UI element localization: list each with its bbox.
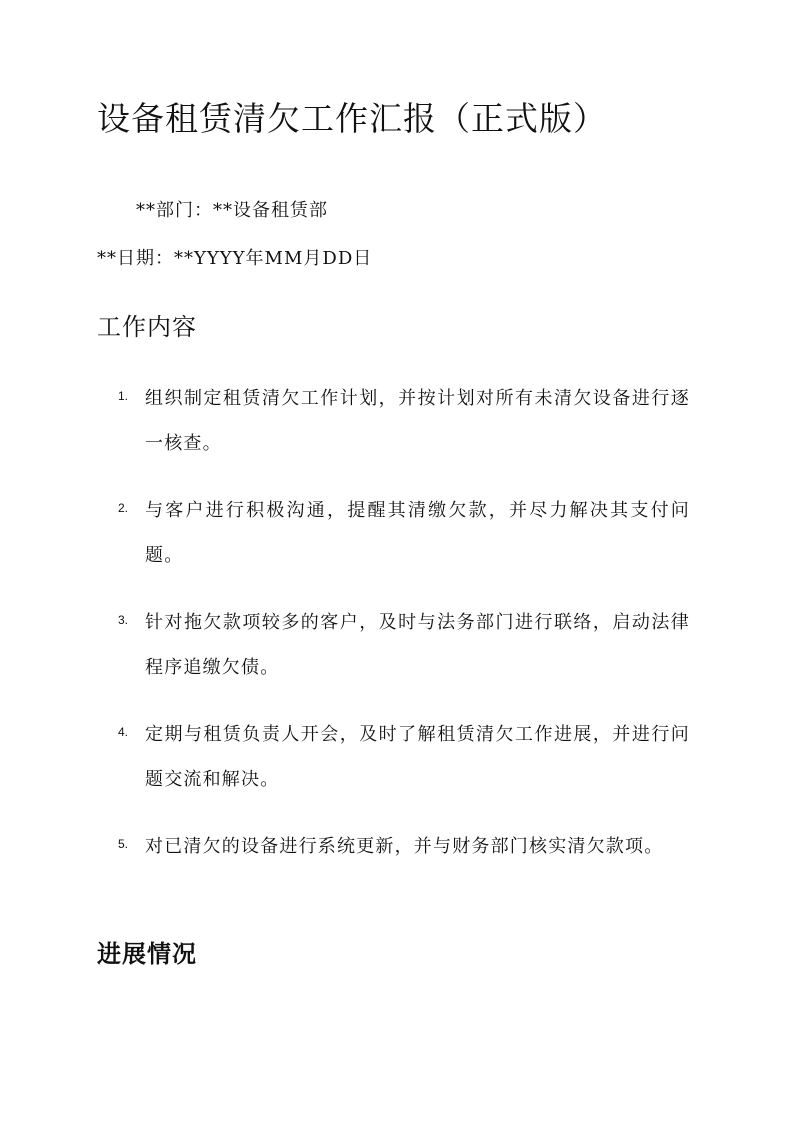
list-item-number: 1. bbox=[118, 389, 129, 403]
list-item-text: 组织制定租赁清欠工作计划，并按计划对所有未清欠设备进行逐一核查。 bbox=[145, 388, 690, 454]
list-item-text: 与客户进行积极沟通，提醒其清缴欠款，并尽力解决其支付问题。 bbox=[145, 500, 690, 566]
list-item bbox=[0, 480, 800, 592]
list-item-number: 3. bbox=[118, 613, 129, 627]
list-item-number: 4. bbox=[118, 725, 129, 739]
list-item-number: 2. bbox=[118, 501, 129, 515]
list-item-text: 定期与租赁负责人开会，及时了解租赁清欠工作进展，并进行问题交流和解决。 bbox=[145, 724, 690, 790]
list-item bbox=[0, 704, 800, 816]
list-item bbox=[0, 368, 800, 480]
list-item bbox=[0, 592, 800, 704]
list-item-number: 5. bbox=[118, 837, 129, 851]
department-line: **部门：**设备租赁部 bbox=[136, 200, 328, 221]
list-item bbox=[0, 816, 800, 928]
date-line: **日期：**YYYY年MM月DD日 bbox=[97, 248, 373, 269]
document-title: 设备租赁清欠工作汇报（正式版） bbox=[97, 99, 607, 138]
list-item-text: 针对拖欠款项较多的客户，及时与法务部门进行联络，启动法律程序追缴欠债。 bbox=[145, 612, 690, 678]
list-item-text: 对已清欠的设备进行系统更新，并与财务部门核实清欠款项。 bbox=[145, 836, 664, 857]
progress-heading: 进展情况 bbox=[97, 939, 197, 968]
work-content-list bbox=[0, 368, 800, 928]
work-content-heading: 工作内容 bbox=[97, 313, 197, 341]
